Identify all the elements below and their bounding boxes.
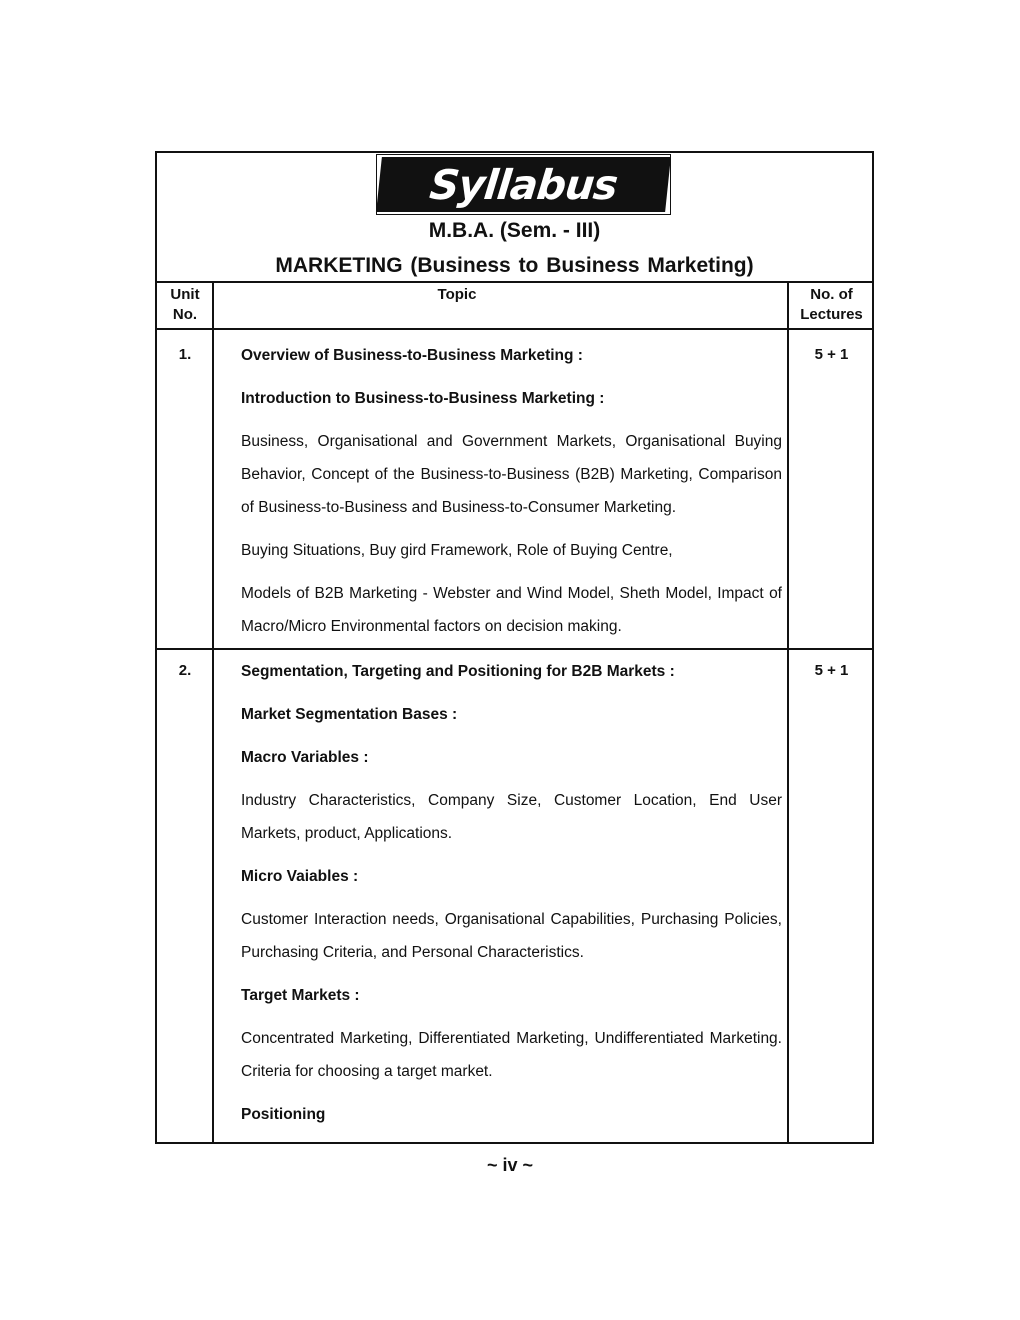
subject-title: MARKETING (Business to Business Marketing) [275, 254, 754, 277]
unit-2-subheading: Positioning [241, 1106, 326, 1123]
unit-2-number: 2. [178, 662, 192, 679]
unit-1-paragraph: Models of B2B Marketing - Webster and Wind Model, Sheth Model, Impact of Macro/Micro Environmental factors on decision making. [241, 585, 782, 635]
unit-2-lectures: 5 + 1 [814, 662, 849, 679]
unit-1-heading: Overview of Business-to-Business Marketing : [241, 347, 583, 364]
unit-2-paragraph: Concentrated Marketing, Differentiated Marketing, Undifferentiated Marketing. Criteria for choosing a target market. [241, 1030, 782, 1080]
unit-1-lectures: 5 + 1 [814, 346, 849, 363]
unit-no-header [157, 285, 213, 325]
lectures-header-line1: No. of [810, 286, 853, 303]
header-top-rule [157, 281, 872, 283]
unit-1-paragraph: Business, Organisational and Government Markets, Organisational Buying Behavior, Concept of the Business-to-Business (B2B) Marketing, Comparison of Business-to-Business and Business-to-Consumer Marketing. [241, 433, 782, 516]
unit-2-subheading: Market Segmentation Bases : [241, 706, 458, 723]
unit-1-number: 1. [178, 346, 192, 363]
lectures-column-rule [787, 281, 789, 1142]
course-title: M.B.A. (Sem. - III) [428, 219, 601, 242]
unit-2-heading: Segmentation, Targeting and Positioning for B2B Markets : [241, 663, 675, 680]
lectures-header [789, 285, 874, 325]
unit-header-line1: Unit [170, 286, 200, 303]
banner-text: Syllabus [376, 157, 671, 212]
unit-2-paragraph: Customer Interaction needs, Organisational Capabilities, Purchasing Policies, Purchasing Criteria, and Personal Characteristics. [241, 911, 782, 961]
unit-2-topics [241, 655, 782, 1141]
unit-1-paragraph: Buying Situations, Buy gird Framework, Role of Buying Centre, [241, 542, 673, 559]
topic-header: Topic [437, 286, 477, 303]
unit-1-topics [241, 339, 782, 653]
unit-header-line2: No. [172, 306, 198, 323]
syllabus-banner [376, 154, 671, 215]
page-number: ~ iv ~ [486, 1155, 534, 1175]
header-bottom-rule [157, 328, 872, 330]
unit-1-subheading: Introduction to Business-to-Business Marketing : [241, 390, 605, 407]
unit-2-subheading: Micro Vaiables : [241, 868, 359, 885]
unit-2-subheading: Target Markets : [241, 987, 360, 1004]
unit-column-rule [212, 281, 214, 1142]
unit-2-paragraph: Industry Characteristics, Company Size, Customer Location, End User Markets, product, Applications. [241, 792, 782, 842]
unit-2-subheading: Macro Variables : [241, 749, 369, 766]
lectures-header-line2: Lectures [800, 306, 863, 323]
syllabus-table [155, 151, 874, 1144]
